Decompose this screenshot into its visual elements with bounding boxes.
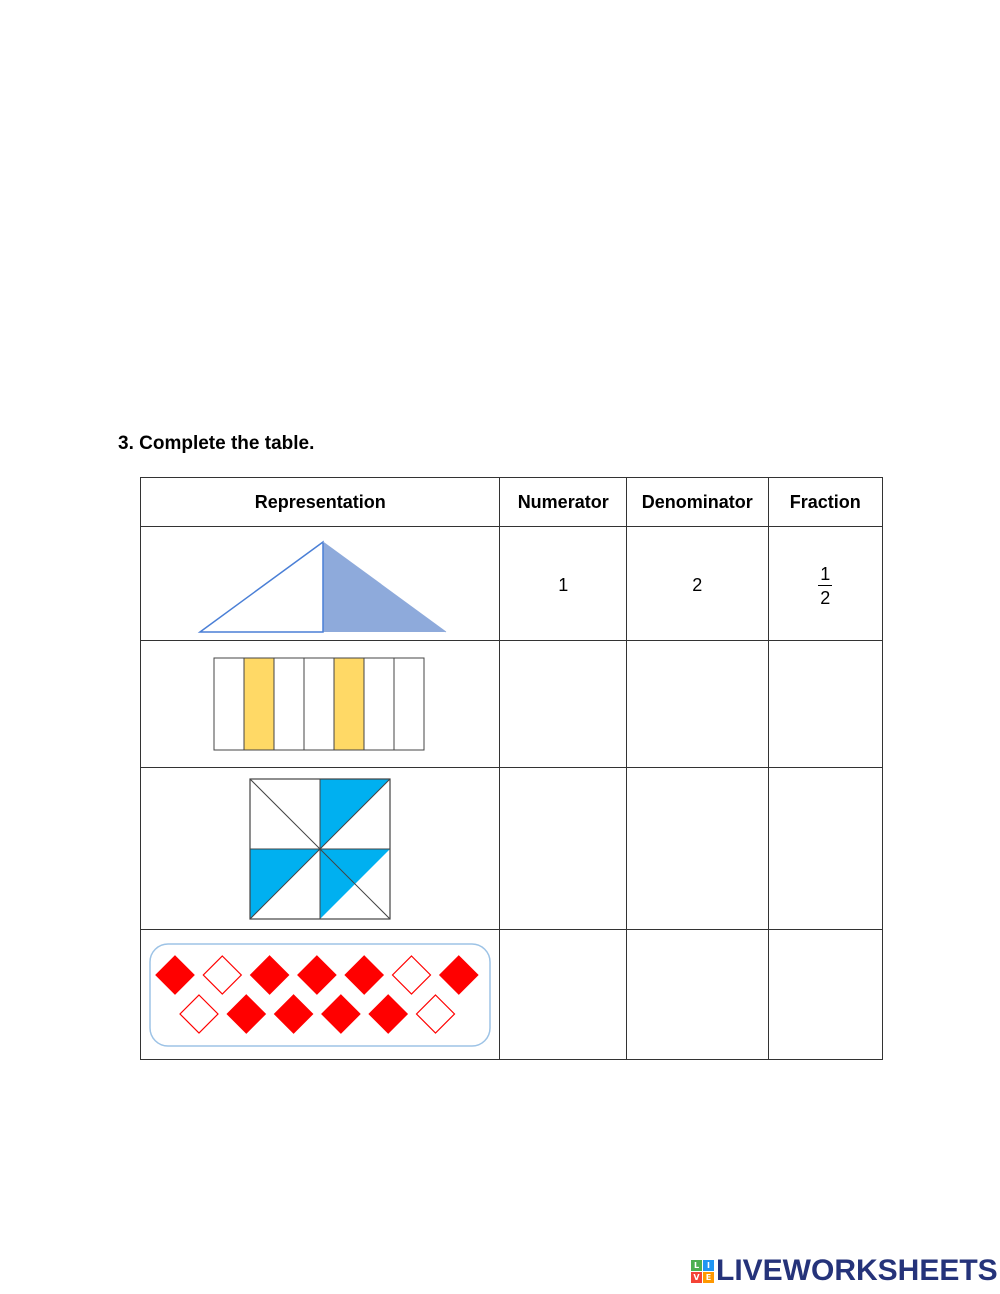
liveworksheets-logo [691, 1254, 998, 1288]
logo-mark-letter: I [703, 1260, 714, 1271]
denominator-value [627, 993, 768, 997]
numerator-value [500, 847, 626, 851]
rectangle-shaded-part [334, 658, 364, 750]
rectangle-part [274, 658, 304, 750]
denominator-value [627, 847, 768, 851]
logo-mark-letter: E [703, 1272, 714, 1283]
fraction-table [140, 477, 883, 1060]
logo-text: LIVEWORKSHEETS [716, 1254, 998, 1287]
rectangle-part [214, 658, 244, 750]
fraction-cell[interactable] [768, 930, 882, 1060]
logo-mark-letter: V [691, 1272, 702, 1283]
numerator-cell[interactable] [500, 527, 627, 641]
rectangle-part [364, 658, 394, 750]
numerator-value [500, 702, 626, 706]
rectangle-shaded-part [244, 658, 274, 750]
pinwheel-square-figure [249, 778, 391, 920]
numerator-cell[interactable] [500, 930, 627, 1060]
rectangle-part [394, 658, 424, 750]
table-row [141, 930, 883, 1060]
fraction-cell[interactable] [768, 641, 882, 768]
half-shaded-triangle-figure [190, 534, 450, 634]
logo-mark-icon [691, 1260, 714, 1283]
fraction-denominator: 2 [820, 587, 831, 608]
fraction-cell[interactable] [768, 768, 882, 930]
representation-cell [141, 930, 500, 1060]
header-representation: Representation [141, 478, 500, 527]
striped-rectangle-figure [212, 656, 428, 752]
numerator-value: 1 [558, 575, 569, 595]
table-row [141, 527, 883, 641]
diamond-set-figure [148, 942, 492, 1048]
triangle-unshaded-part [200, 542, 323, 632]
denominator-cell[interactable] [626, 641, 768, 768]
fraction-cell[interactable] [768, 527, 882, 641]
table-header-row [141, 478, 883, 527]
representation-cell [141, 641, 500, 768]
numerator-cell[interactable] [500, 641, 627, 768]
fraction-bar [818, 585, 832, 586]
table-row [141, 768, 883, 930]
representation-cell [141, 768, 500, 930]
fraction-value [818, 564, 832, 608]
numerator-cell[interactable] [500, 768, 627, 930]
denominator-cell[interactable] [626, 527, 768, 641]
instruction-heading: 3. Complete the table. [118, 433, 315, 454]
numerator-value [500, 993, 626, 997]
representation-cell [141, 527, 500, 641]
denominator-cell[interactable] [626, 768, 768, 930]
table-row [141, 641, 883, 768]
denominator-value: 2 [692, 575, 703, 595]
rectangle-part [304, 658, 334, 750]
header-fraction: Fraction [768, 478, 882, 527]
header-denominator: Denominator [626, 478, 768, 527]
denominator-cell[interactable] [626, 930, 768, 1060]
fraction-numerator: 1 [820, 563, 831, 584]
logo-mark-letter: L [691, 1260, 702, 1271]
header-numerator: Numerator [500, 478, 627, 527]
denominator-value [627, 702, 768, 706]
